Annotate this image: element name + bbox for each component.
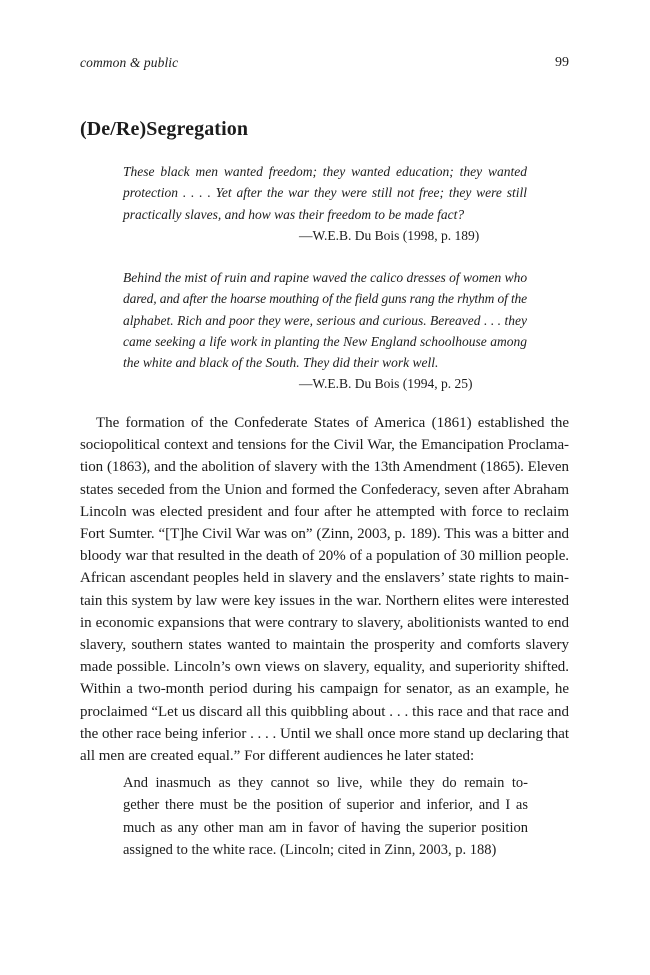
epigraph-line: practically slaves, and how was their freedom to be made fact? xyxy=(123,206,465,222)
block-quote-line: assigned to the white race. (Lincoln; cited in Zinn, 2003, p. 188) xyxy=(123,841,497,858)
body-paragraph xyxy=(80,412,569,767)
block-quote-line: gether there must be the position of superior and inferior, and I as xyxy=(123,797,528,814)
epigraph xyxy=(123,267,527,395)
paragraph-line: states seceded from the Union and formed the Confederacy, seven after Abraham xyxy=(80,481,569,498)
paragraph-line: sociopolitical context and tensions for the Civil War, the Emancipation Proclama- xyxy=(80,437,569,454)
epigraph-line: dared, and after the hoarse mouthing of the field guns rang the rhythm of the xyxy=(123,291,527,307)
block-quote-line: much as any other man am in favor of having the superior position xyxy=(123,819,528,836)
paragraph-line: The formation of the Confederate States of America (1861) established the xyxy=(96,415,569,431)
paragraph-line: tion (1863), and the abolition of slavery with the 13th Amendment (1865). Eleven xyxy=(80,459,569,476)
epigraph-line: These black men wanted freedom; they wanted education; they wanted xyxy=(123,164,527,179)
epigraph-line: protection . . . . Yet after the war they were still not free; they were still xyxy=(123,185,527,201)
paragraph-line: Lincoln was elected president and four after he attempted with force to reclaim xyxy=(80,503,569,520)
block-quote-line: And inasmuch as they cannot so live, while they do remain to- xyxy=(123,775,528,791)
epigraph-line: came seeking a life work in planting the New England schoolhouse among xyxy=(123,333,527,349)
paragraph-line: African ascendant peoples held in slavery and the enslavers’ state rights to main- xyxy=(80,570,569,587)
paragraph-line: bloody war that resulted in the death of 20% of a population of 30 million people. xyxy=(80,548,569,565)
paragraph-line: proclaimed “Let us discard all this quibbling about . . . this race and that race and xyxy=(80,703,569,720)
running-head xyxy=(80,55,569,75)
book-page xyxy=(80,0,569,975)
paragraph-line: all men are created equal.” For different audiences he later stated: xyxy=(80,748,475,765)
epigraph-line: alphabet. Rich and poor they were, serious and curious. Bereaved . . . they xyxy=(123,312,527,328)
section-title: (De/Re)Segregation xyxy=(80,118,249,140)
running-head-title: common & public xyxy=(80,55,179,70)
paragraph-line: Fort Sumter. “[T]he Civil War was on” (Zinn, 2003, p. 189). This was a bitter and xyxy=(80,526,569,543)
epigraph xyxy=(123,161,527,246)
epigraph-attribution: —W.E.B. Du Bois (1998, p. 189) xyxy=(299,227,480,243)
paragraph-line: the other race being inferior . . . . Until we shall once more stand up declaring that xyxy=(80,725,569,742)
page-number: 99 xyxy=(555,55,569,70)
block-quote xyxy=(123,772,528,861)
epigraph-line: Behind the mist of ruin and rapine waved the calico dresses of women who xyxy=(123,270,528,285)
paragraph-line: Within a two-month period during his campaign for senator, as an example, he xyxy=(80,681,569,698)
paragraph-line: made possible. Lincoln’s own views on slavery, equality, and superiority shifted. xyxy=(80,659,569,676)
paragraph-line: slavery, southern states wanted to maintain the prosperity and comforts slavery xyxy=(80,637,569,654)
epigraph-line: the white and black of the South. They did their work well. xyxy=(123,355,439,371)
epigraph-attribution: —W.E.B. Du Bois (1994, p. 25) xyxy=(299,376,473,392)
paragraph-line: in economic expansions that were contrary to slavery, abolitionists wanted to end xyxy=(80,614,569,631)
paragraph-line: tain this system by law were key issues in the war. Northern elites were interested xyxy=(80,592,569,609)
